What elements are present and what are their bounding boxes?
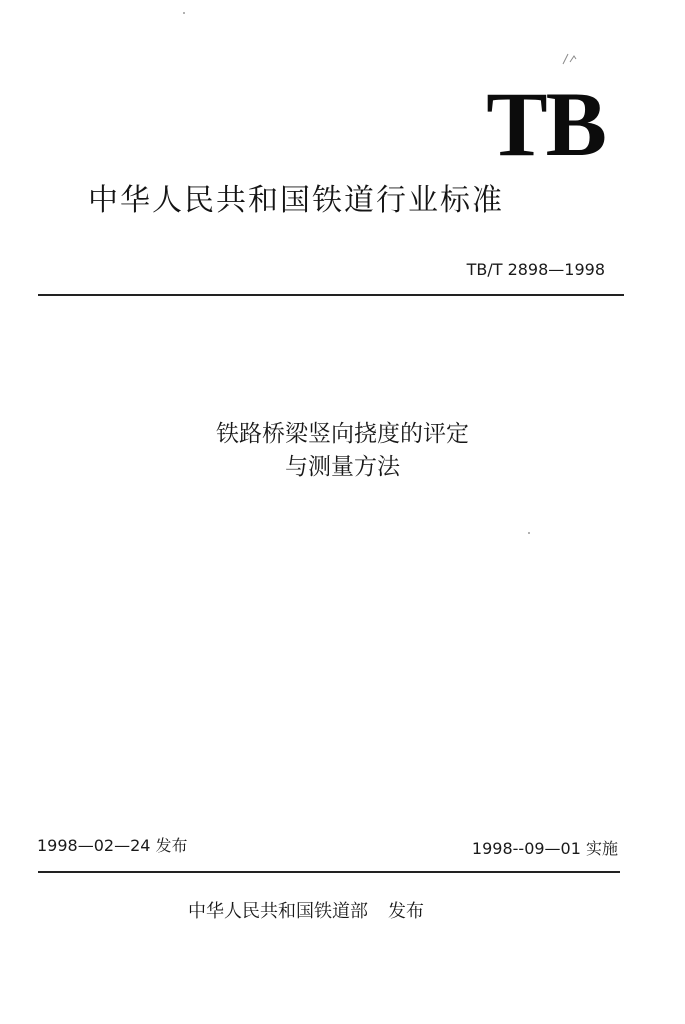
effective-date: 1998--09—01 实施: [471, 839, 618, 858]
divider-top: [38, 294, 624, 296]
scan-speck: [183, 12, 185, 14]
document-title-line2: 与测量方法: [285, 454, 400, 480]
pen-mark: [560, 50, 584, 70]
document-title: [0, 419, 685, 482]
scan-speck: [528, 532, 530, 534]
divider-bottom: [38, 871, 620, 873]
issuer-name: 中华人民共和国铁道部: [188, 901, 368, 922]
organization-title: 中华人民共和国铁道行业标准: [88, 183, 504, 218]
standard-number: TB/T 2898—1998: [466, 260, 605, 279]
tb-logo: TB: [486, 73, 605, 175]
issue-date: 1998—02—24 发布: [37, 836, 188, 855]
issuer-action: 发布: [388, 901, 424, 922]
issuer-line: [188, 900, 424, 924]
document-title-line1: 铁路桥梁竖向挠度的评定: [216, 421, 469, 447]
